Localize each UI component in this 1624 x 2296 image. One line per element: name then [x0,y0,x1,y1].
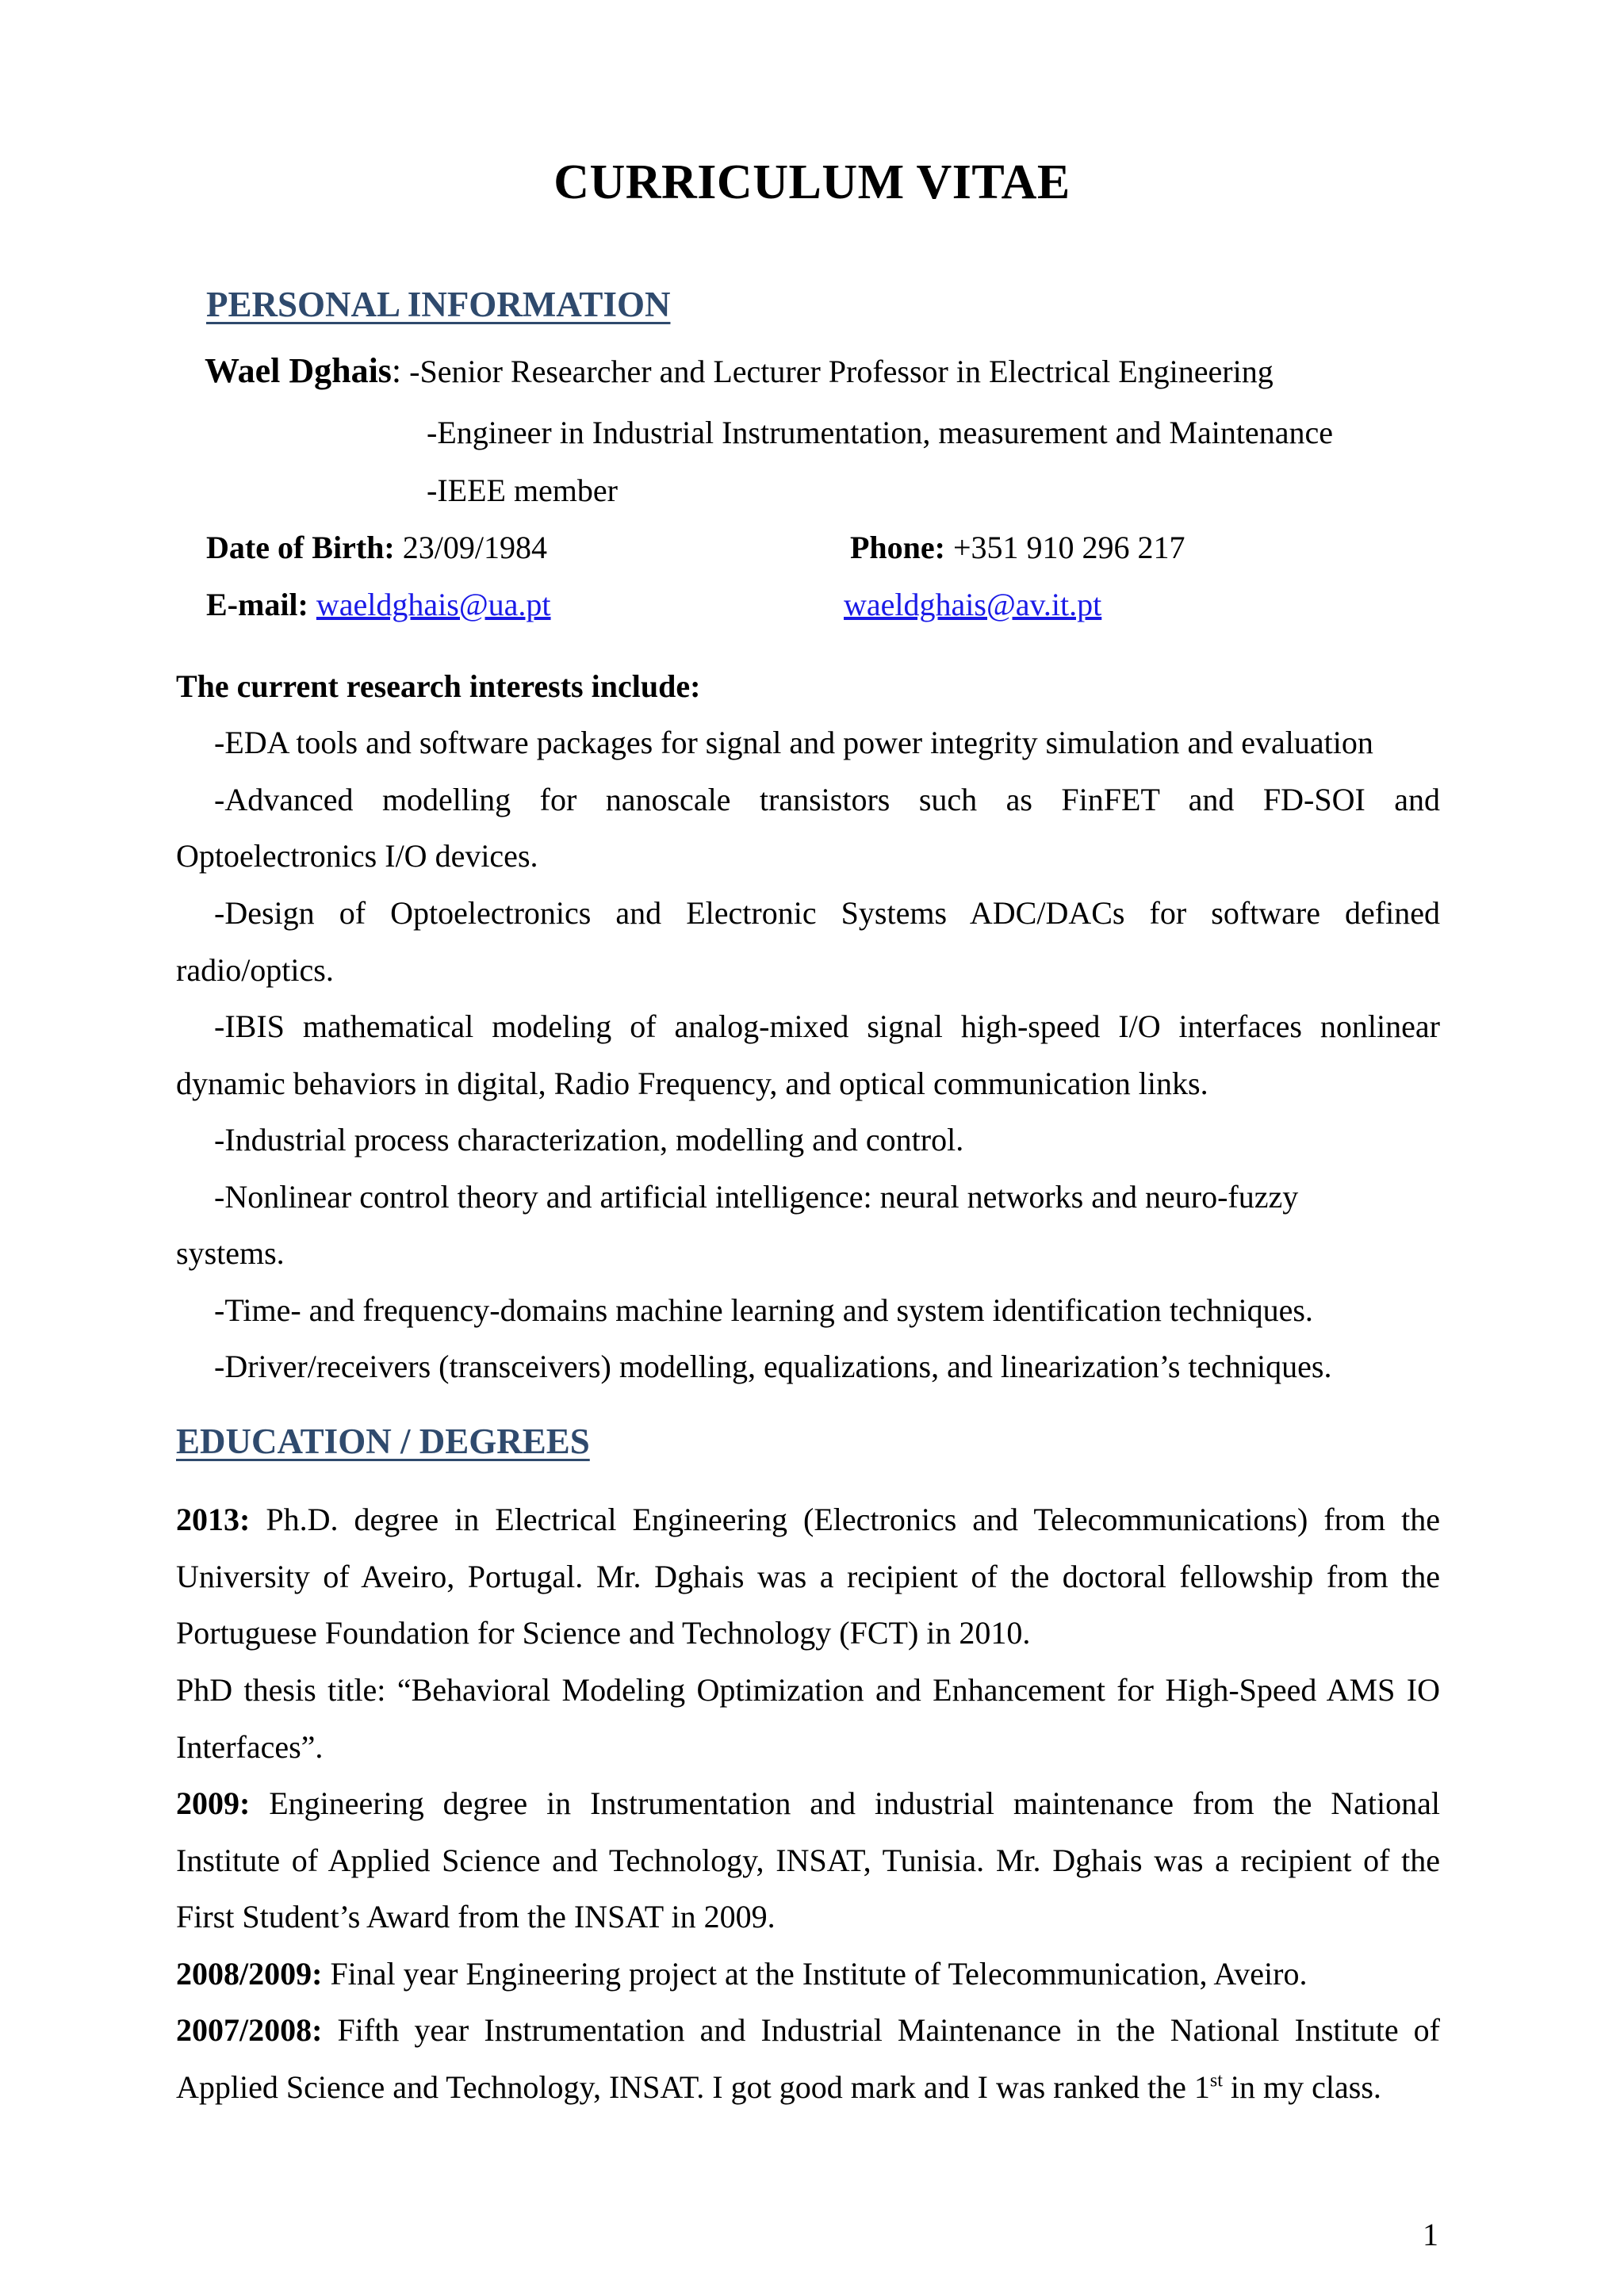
research-interests-heading: The current research interests include: [176,668,701,704]
research-item-nonlinear: -Nonlinear control theory and artificial intelligence: neural networks and neuro-fuzzy [214,1179,1299,1215]
edu-2008-2009-year: 2008/2009: [176,1956,323,1992]
thesis-title-line-2: Interfaces”. [176,1729,324,1765]
edu-2007-2008-line-1 [176,2011,1440,2049]
edu-2007-2008-text: Fifth year Instrumentation and Industrial Maintenance in the National Institute of [337,2012,1441,2048]
edu-2009-line-3: First Student’s Award from the INSAT in 2009. [176,1899,776,1934]
rank-superscript: st [1209,2070,1223,2091]
edu-2013-line-1 [176,1501,1440,1538]
phone-value: +351 910 296 217 [953,530,1185,565]
research-item-eda: -EDA tools and software packages for signal and power integrity simulation and evaluation [214,725,1373,760]
research-item-ibis-cont: dynamic behaviors in digital, Radio Frequency, and optical communication links. [176,1066,1208,1101]
edu-2007-2008-text-b: in my class. [1222,2069,1381,2105]
edu-2009-line-1 [176,1785,1440,1822]
edu-2007-2008-year: 2007/2008: [176,2012,323,2048]
edu-2013-text: Ph.D. degree in Electrical Engineering (Electronics and Telecommunications) from the [266,1502,1440,1537]
email-line-2 [844,586,1101,623]
research-item-design-cont: radio/optics. [176,952,334,988]
research-item-time-frequency: -Time- and frequency-domains machine learning and system identification techniques. [214,1292,1313,1328]
edu-2009-line-2: Institute of Applied Science and Technology, INSAT, Tunisia. Mr. Dghais was a recipient of the [176,1843,1440,1878]
role-engineer: -Engineer in Industrial Instrumentation, measurement and Maintenance [427,415,1333,450]
edu-2013-year: 2013: [176,1502,251,1537]
email-label: E-mail: [206,587,308,622]
thesis-title-line-1: PhD thesis title: “Behavioral Modeling Optimization and Enhancement for High-Speed AMS IO [176,1672,1440,1708]
phone-label: Phone: [850,530,945,565]
page-number: 1 [1423,2217,1438,2252]
research-item-industrial: -Industrial process characterization, modelling and control. [214,1122,964,1158]
research-item-nonlinear-cont: systems. [176,1235,285,1271]
dob-value: 23/09/1984 [402,530,547,565]
email-link-av[interactable]: waeldghais@av.it.pt [844,587,1102,622]
edu-2008-2009-line [176,1955,1307,1992]
research-item-ibis: -IBIS mathematical modeling of analog-mixed signal high-speed I/O interfaces nonlinear [214,1008,1440,1044]
edu-2008-2009-text: Final year Engineering project at the Institute of Telecommunication, Aveiro. [330,1956,1308,1992]
edu-2009-year: 2009: [176,1785,251,1821]
name-line [205,350,1274,391]
edu-2013-line-2: University of Aveiro, Portugal. Mr. Dghais was a recipient of the doctoral fellowship from the [176,1559,1440,1594]
email-link-ua[interactable]: waeldghais@ua.pt [316,587,551,622]
research-item-modelling-cont: Optoelectronics I/O devices. [176,838,538,874]
email-line [206,586,551,623]
research-item-design: -Design of Optoelectronics and Electronic Systems ADC/DACs for software defined [214,895,1440,931]
person-name: Wael Dghais [205,351,392,390]
name-colon: : [391,351,402,390]
personal-information-heading: PERSONAL INFORMATION [206,285,671,324]
edu-2009-text: Engineering degree in Instrumentation and industrial maintenance from the National [269,1785,1440,1821]
phone-line [850,529,1185,566]
document-title: CURRICULUM VITAE [553,155,1071,209]
edu-2007-2008-line-2 [176,2068,1381,2106]
edu-2007-2008-text-a: Applied Science and Technology, INSAT. I got good mark and I was ranked the 1 [176,2069,1210,2105]
research-item-drivers: -Driver/receivers (transceivers) modelling, equalizations, and linearization’s techniques. [214,1349,1332,1384]
dob-line [206,529,547,566]
research-item-modelling: -Advanced modelling for nanoscale transistors such as FinFET and FD-SOI and [214,782,1440,817]
dob-label: Date of Birth: [206,530,395,565]
role-ieee-member: -IEEE member [427,473,618,508]
edu-2013-line-3: Portuguese Foundation for Science and Technology (FCT) in 2010. [176,1615,1031,1651]
role-senior-researcher: -Senior Researcher and Lecturer Professor in Electrical Engineering [409,354,1274,389]
education-heading: EDUCATION / DEGREES [176,1422,590,1461]
